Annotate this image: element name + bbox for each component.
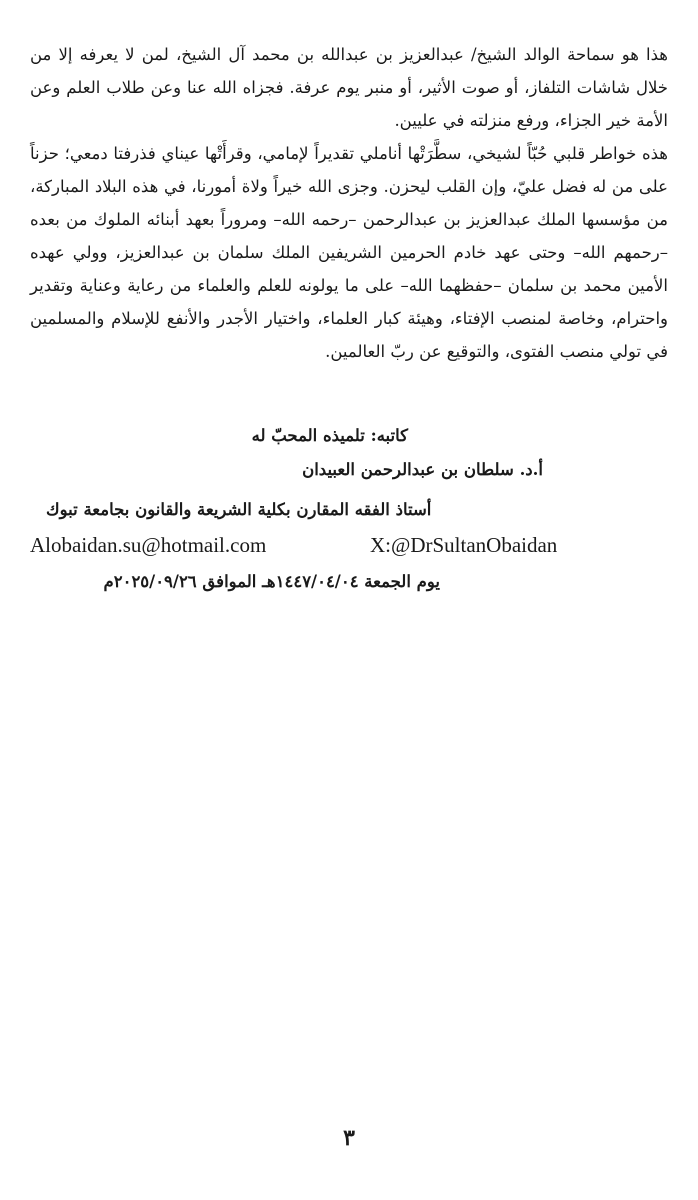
signature-writer: كاتبه: تلميذه المحبّ له xyxy=(251,426,408,445)
email-address[interactable]: Alobaidan.su@hotmail.com xyxy=(30,533,267,557)
signature-name: أ.د. سلطان بن عبدالرحمن العبيدان xyxy=(302,460,543,479)
contact-line xyxy=(30,533,670,567)
page-number: ٣ xyxy=(343,1125,355,1151)
paragraph-1: هذا هو سماحة الوالد الشيخ/ عبدالعزيز بن عبدالله بن محمد آل الشيخ، لمن لا يعرفه إلا من خلال شاشات التلفاز، أو صوت الأثير، أو منبر يوم عرفة. فجزاه الله عنا وعن طلاب العلم وعن الأمة خير الجزاء، ورفع منزلته في عليين. xyxy=(30,45,668,130)
signature-title: أستاذ الفقه المقارن بكلية الشريعة والقانون بجامعة تبوك xyxy=(46,500,432,519)
date-line: يوم الجمعة ١٤٤٧/٠٤/٠٤هـ الموافق ٢٠٢٥/٠٩/٢٦م xyxy=(103,572,440,591)
x-handle[interactable]: X:@DrSultanObaidan xyxy=(370,533,558,557)
paragraph-2: هذه خواطر قلبي حُبّاً لشيخي، سطَّرَتْها أناملي تقديراً لإمامي، وقرأَتْها عيناي فذرفتا دمعي؛ حزناً على من له فضل عليّ، وإن القلب ليحزن. وجزى الله خيراً ولاة أمورنا، في هذه البلاد المباركة، من مؤسسها الملك عبدالعزيز بن عبدالرحمن –رحمه الله– ومروراً بعهد أبنائه الملوك من بعده –رحمهم الله– وحتى عهد خادم الحرمين الشريفين الملك سلمان بن عبدالعزيز، وولي عهده الأمين محمد بن سلمان –حفظهما الله– على ما يولونه للعلم والعلماء من رعاية وعناية وتقدير واحترام، وخاصة لمنصب الإفتاء، وهيئة كبار العلماء، واختيار الأجدر والأنفع للإسلام والمسلمين في تولي منصب الفتوى، والتوقيع عن ربّ العالمين. xyxy=(30,144,668,361)
body-text xyxy=(30,38,668,368)
